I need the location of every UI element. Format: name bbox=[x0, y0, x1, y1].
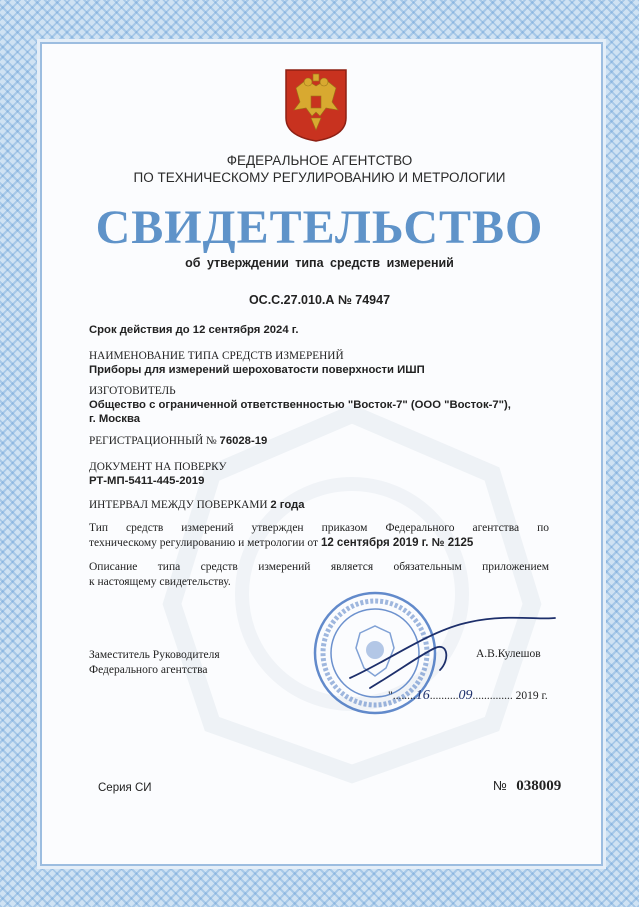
instrument-value: Приборы для измерений шероховатости поверхности ИШП bbox=[89, 364, 425, 376]
description-paragraph bbox=[89, 560, 549, 590]
date-day: 16 bbox=[415, 688, 430, 703]
serial-value: 038009 bbox=[516, 778, 562, 794]
verification-doc-label: ДОКУМЕНТ НА ПОВЕРКУ bbox=[89, 461, 227, 473]
approval-order: 12 сентября 2019 г. № 2125 bbox=[320, 537, 474, 549]
signatory-position bbox=[89, 648, 220, 678]
registration-label: РЕГИСТРАЦИОННЫЙ № bbox=[89, 435, 217, 447]
series-label: Серия СИ bbox=[98, 782, 152, 794]
signature-date bbox=[388, 688, 548, 704]
registration-row bbox=[89, 434, 267, 448]
agency-line-2: ПО ТЕХНИЧЕСКОМУ РЕГУЛИРОВАНИЮ И МЕТРОЛОГИИ bbox=[133, 170, 506, 185]
date-month: 09 bbox=[458, 688, 473, 703]
approval-line-2: техническому регулированию и метрологии от bbox=[89, 537, 319, 549]
document-title: СВИДЕТЕЛЬСТВО bbox=[95, 201, 544, 254]
date-year: 2019 г. bbox=[515, 690, 548, 702]
document-subtitle: об утверждении типа средств измерений bbox=[185, 256, 454, 270]
certificate-number: ОС.С.27.010.А № 74947 bbox=[248, 293, 391, 307]
interval-row bbox=[89, 498, 305, 512]
signatory-name: А.В.Кулешов bbox=[476, 648, 541, 660]
manufacturer-value-line-2: г. Москва bbox=[89, 413, 141, 425]
registration-value: 76028-19 bbox=[219, 435, 268, 447]
verification-doc-section bbox=[89, 460, 226, 488]
validity-date: Срок действия до 12 сентября 2024 г. bbox=[89, 324, 299, 336]
serial-number bbox=[493, 778, 561, 795]
approval-line-1: Тип средств измерений утвержден приказом Федерального агентства по bbox=[89, 522, 549, 534]
instrument-label: НАИМЕНОВАНИЕ ТИПА СРЕДСТВ ИЗМЕРЕНИЙ bbox=[89, 350, 344, 362]
serial-prefix: № bbox=[493, 778, 507, 793]
agency-line-1: ФЕДЕРАЛЬНОЕ АГЕНТСТВО bbox=[226, 153, 413, 168]
date-dots-left: "........ bbox=[388, 690, 416, 702]
position-line-1: Заместитель Руководителя bbox=[89, 649, 220, 661]
description-line-2: к настоящему свидетельству. bbox=[89, 576, 231, 588]
date-dots-right: .............. bbox=[472, 690, 513, 702]
manufacturer-value-line-1: Общество с ограниченной ответственностью "Восток-7" (ООО "Восток-7"), bbox=[89, 399, 511, 411]
position-line-2: Федерального агентства bbox=[89, 664, 208, 676]
agency-name bbox=[0, 152, 639, 186]
interval-label: ИНТЕРВАЛ МЕЖДУ ПОВЕРКАМИ bbox=[89, 499, 268, 511]
approval-paragraph bbox=[89, 521, 549, 551]
coat-of-arms-icon bbox=[284, 68, 348, 143]
description-line-1: Описание типа средств измерений является обязательным приложением bbox=[89, 561, 549, 573]
instrument-section bbox=[89, 349, 425, 377]
manufacturer-section bbox=[89, 384, 511, 426]
verification-doc-value: РТ-МП-5411-445-2019 bbox=[89, 475, 205, 487]
manufacturer-label: ИЗГОТОВИТЕЛЬ bbox=[89, 385, 176, 397]
date-mid: .......... bbox=[429, 690, 459, 702]
interval-value: 2 года bbox=[270, 499, 305, 511]
